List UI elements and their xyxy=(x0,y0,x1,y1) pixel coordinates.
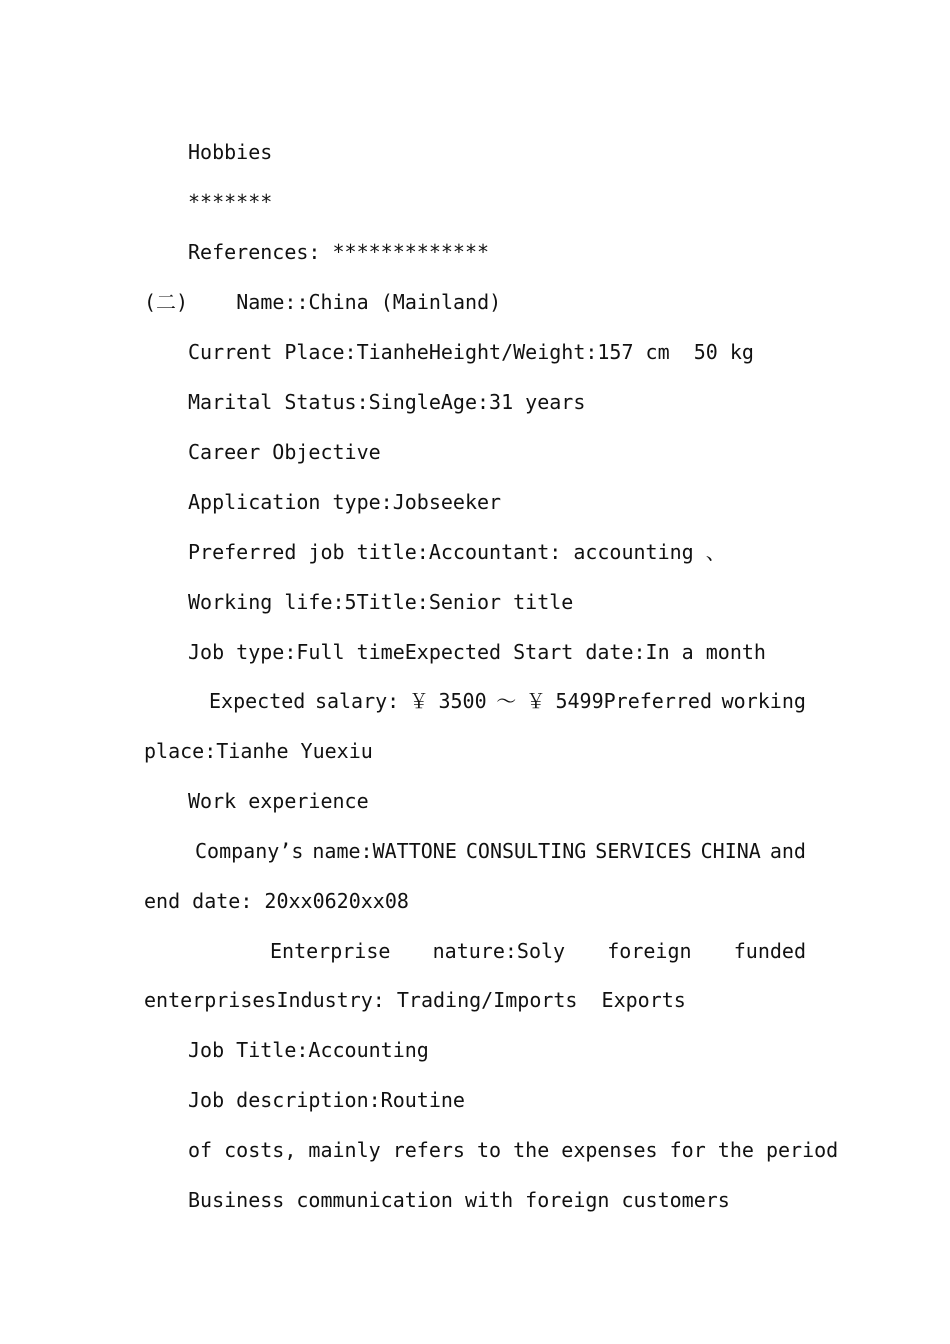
salary-word: ～ xyxy=(496,689,517,713)
company-word: CONSULTING xyxy=(465,839,587,863)
industry-line: enterprisesIndustry: Trading/Imports Exports xyxy=(144,988,686,1012)
company-word: CHINA xyxy=(700,839,761,863)
working-life-line: Working life:5Title:Senior title xyxy=(188,590,574,614)
business-communication-line: Business communication with foreign customers xyxy=(188,1188,730,1212)
salary-word: 5499Preferred xyxy=(555,689,712,713)
enterprise-nature-line xyxy=(270,939,806,963)
salary-word: ￥ xyxy=(408,689,429,713)
salary-word: working xyxy=(721,689,806,713)
company-word: SERVICES xyxy=(595,839,692,863)
enterprise-word: funded xyxy=(733,939,806,963)
costs-line: of costs, mainly refers to the expenses for the period xyxy=(188,1138,839,1162)
preferred-place-line: place:Tianhe Yuexiu xyxy=(144,739,373,763)
application-type-line: Application type:Jobseeker xyxy=(188,490,502,514)
current-place-line: Current Place:TianheHeight/Weight:157 cm 50 kg xyxy=(188,340,754,364)
hobbies-value: ******* xyxy=(188,190,273,214)
salary-word: Expected xyxy=(209,689,306,713)
preferred-job-title-line: Preferred job title:Accountant: accounting 、 xyxy=(188,540,726,564)
company-word: Company’s xyxy=(195,839,304,863)
marital-status-line: Marital Status:SingleAge:31 years xyxy=(188,390,586,414)
enterprise-word: nature:Soly xyxy=(432,939,566,963)
hobbies-heading: Hobbies xyxy=(188,140,273,164)
end-date-line: end date: 20xx0620xx08 xyxy=(144,889,409,913)
salary-word: ￥ xyxy=(525,689,546,713)
expected-salary-line xyxy=(209,689,806,713)
job-title-line: Job Title:Accounting xyxy=(188,1038,429,1062)
job-type-line: Job type:Full timeExpected Start date:In a month xyxy=(188,640,766,664)
enterprise-word: foreign xyxy=(607,939,692,963)
job-description-line: Job description:Routine xyxy=(188,1088,465,1112)
company-word: and xyxy=(769,839,806,863)
enterprise-word: Enterprise xyxy=(270,939,391,963)
career-objective-heading: Career Objective xyxy=(188,440,381,464)
section-2-heading: (二) Name::China (Mainland) xyxy=(144,290,502,314)
company-name-line xyxy=(195,839,806,863)
work-experience-heading: Work experience xyxy=(188,789,369,813)
company-word: name:WATTONE xyxy=(312,839,457,863)
references-line: References: ************* xyxy=(188,240,490,264)
salary-word: salary: xyxy=(314,689,400,713)
salary-word: 3500 xyxy=(438,689,487,713)
